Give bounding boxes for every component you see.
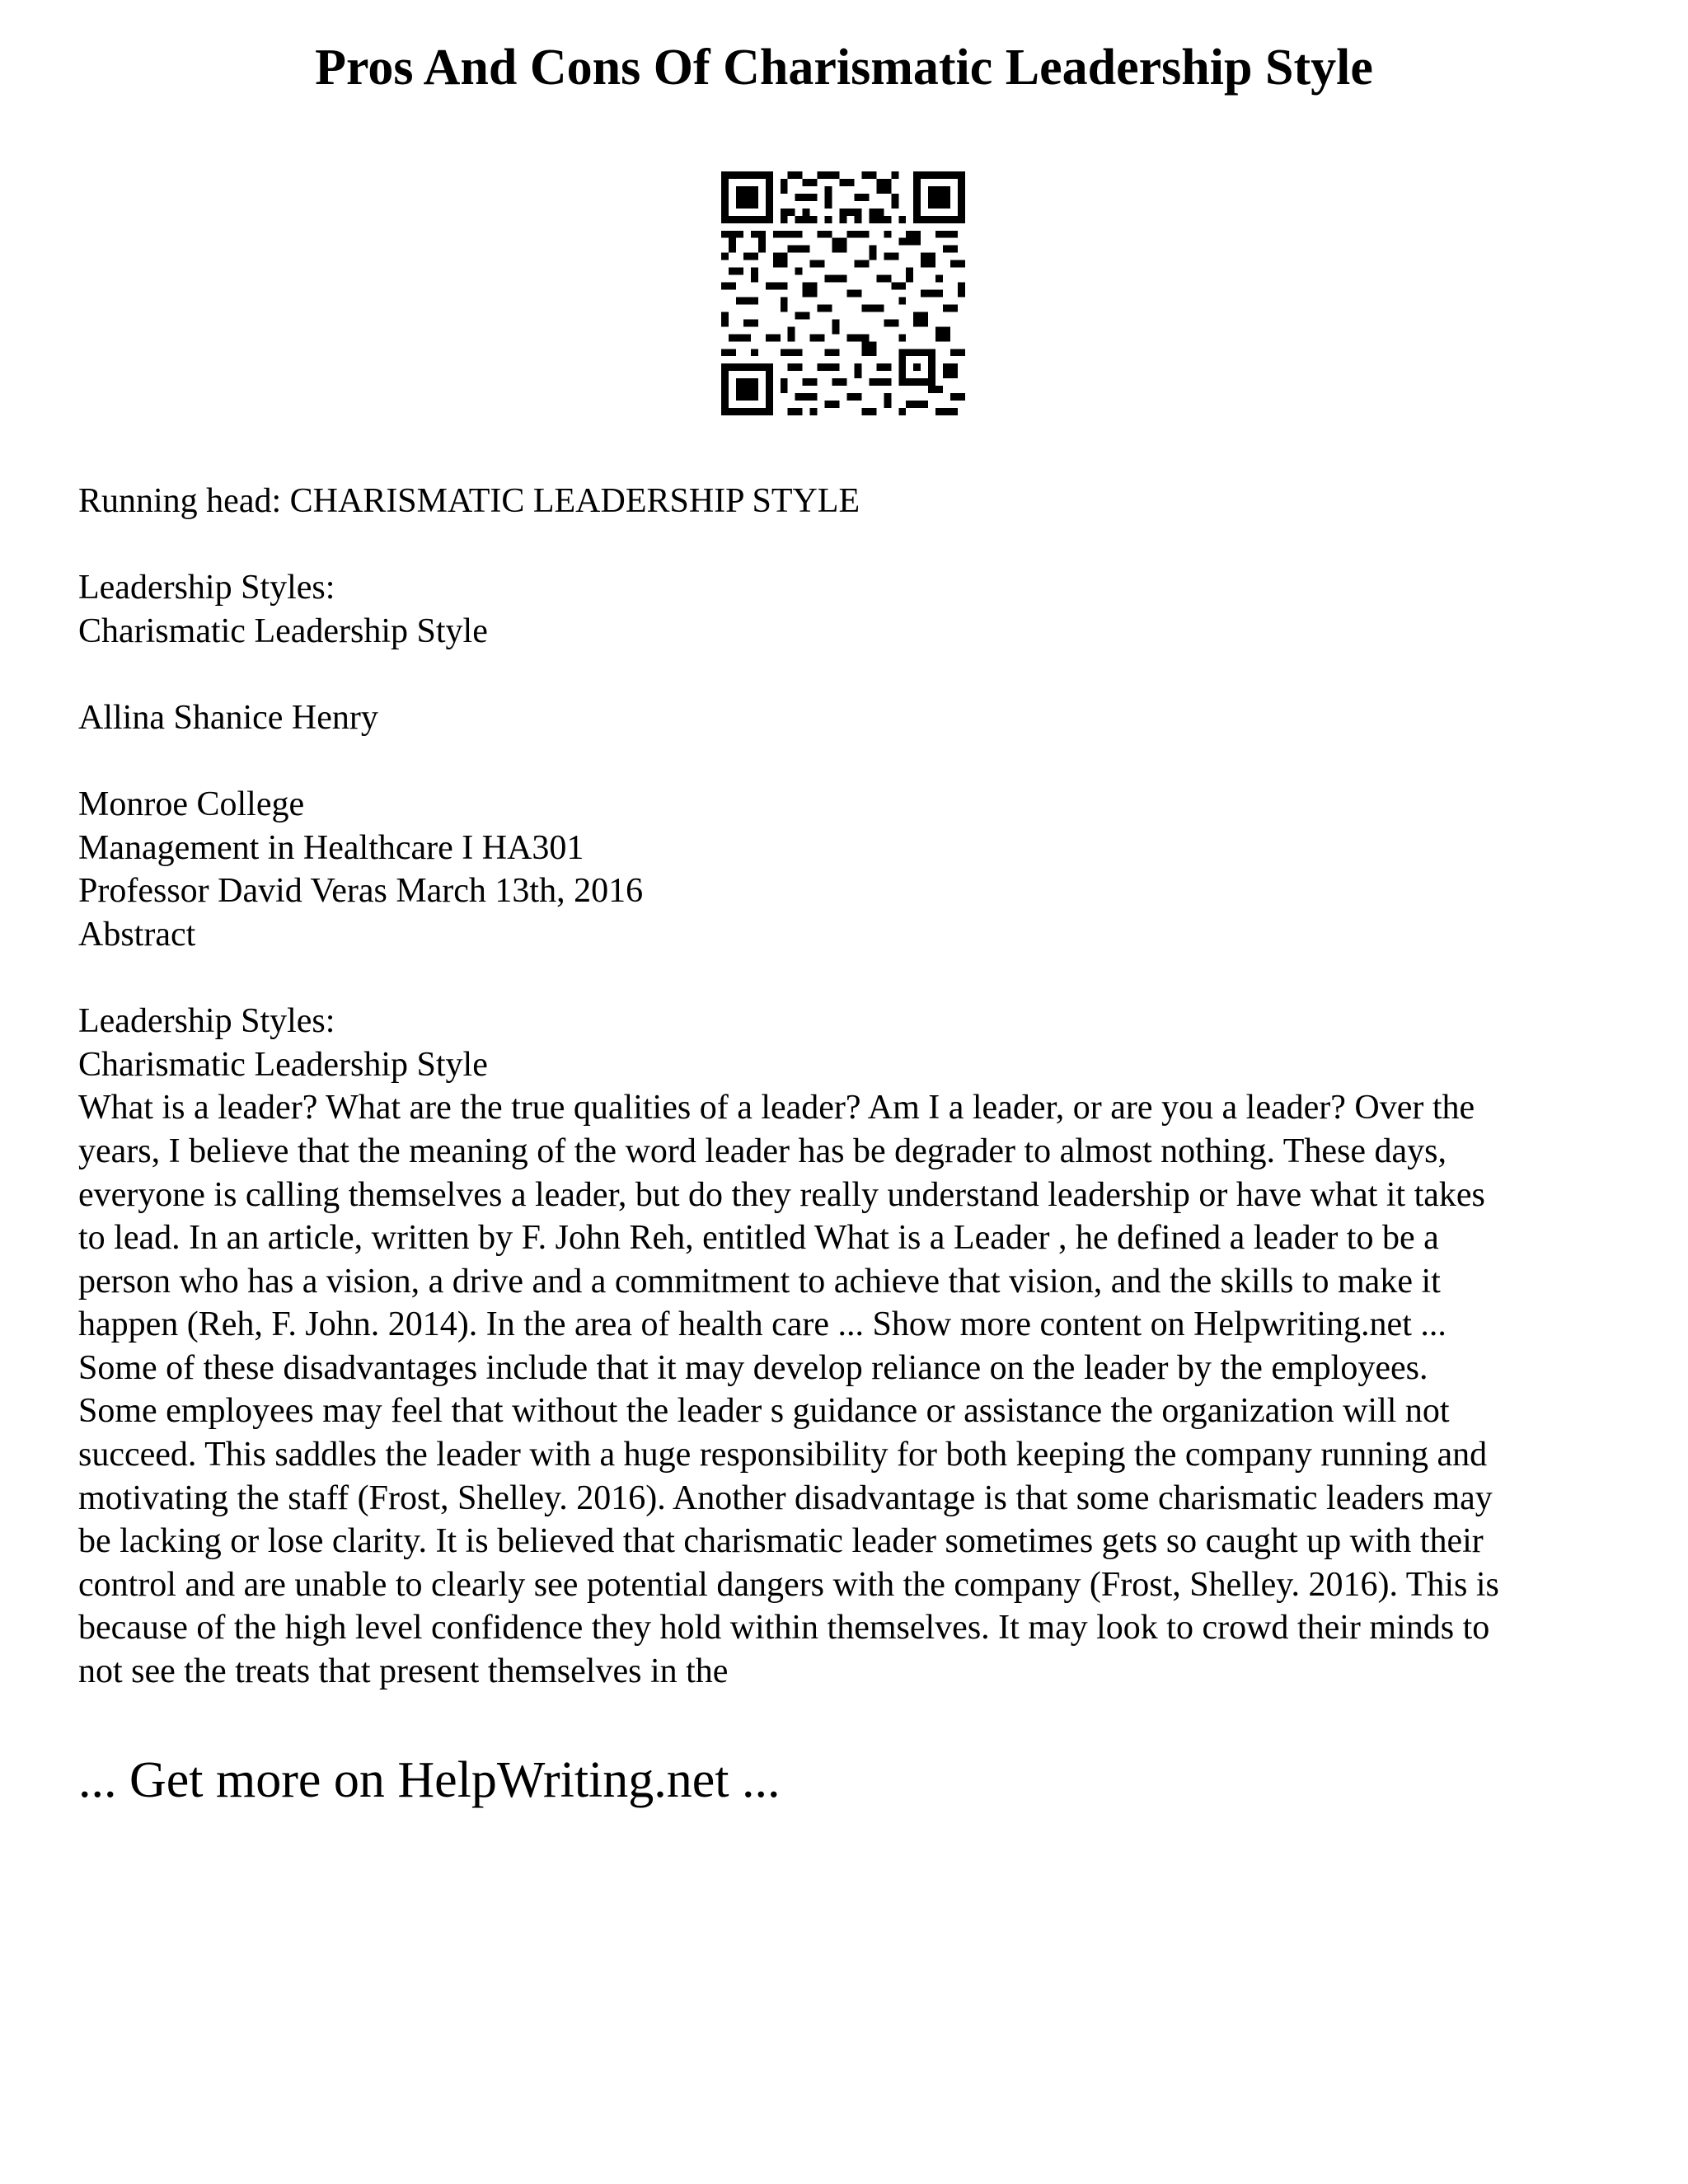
author-name: Allina Shanice Henry bbox=[78, 698, 378, 737]
course-name: Management in Healthcare I HA301 bbox=[78, 828, 584, 867]
essay-line: be lacking or lose clarity. It is believed that charismatic leader sometimes gets so caught up with their bbox=[78, 1522, 1484, 1561]
essay-line: because of the high level confidence they hold within themselves. It may look to crowd their minds to bbox=[78, 1609, 1490, 1647]
essay-line: not see the treats that present themselves in the bbox=[78, 1652, 729, 1691]
essay-line: What is a leader? What are the true qualities of a leader? Am I a leader, or are you a leader? Over the bbox=[78, 1089, 1475, 1127]
abstract-label: Abstract bbox=[78, 915, 196, 954]
institution: Monroe College bbox=[78, 785, 305, 824]
essay-line: Some employees may feel that without the leader s guidance or assistance the organization will not bbox=[78, 1392, 1450, 1431]
running-head: Running head: CHARISMATIC LEADERSHIP STYLE bbox=[78, 482, 860, 520]
essay-line: control and are unable to clearly see potential dangers with the company (Frost, Shelley. 2016). This is bbox=[78, 1565, 1499, 1604]
get-more-link[interactable]: ... Get more on HelpWriting.net ... bbox=[78, 1752, 781, 1808]
essay-line: years, I believe that the meaning of the word leader has be degrader to almost nothing. These days, bbox=[78, 1132, 1447, 1170]
document-body bbox=[78, 480, 1628, 1694]
subtitle-line-1: Leadership Styles: bbox=[78, 569, 335, 607]
essay-line: Some of these disadvantages include that it may develop reliance on the leader by the employees. bbox=[78, 1348, 1428, 1387]
essay-line: happen (Reh, F. John. 2014). In the area of health care ... Show more content on Helpwriting.net ... bbox=[78, 1305, 1447, 1344]
essay-heading-line-2: Charismatic Leadership Style bbox=[78, 1045, 488, 1084]
qr-code-icon bbox=[721, 171, 965, 415]
essay-line: succeed. This saddles the leader with a huge responsibility for both keeping the company running and bbox=[78, 1436, 1488, 1474]
essay-line: to lead. In an article, written by F. John Reh, entitled What is a Leader , he defined a leader to be a bbox=[78, 1219, 1439, 1258]
essay-line: everyone is calling themselves a leader, but do they really understand leadership or have what it takes bbox=[78, 1175, 1485, 1214]
document-title: Pros And Cons Of Charismatic Leadership Style bbox=[315, 40, 1373, 96]
subtitle-line-2: Charismatic Leadership Style bbox=[78, 612, 488, 650]
essay-line: motivating the staff (Frost, Shelley. 2016). Another disadvantage is that some charismatic leaders may bbox=[78, 1479, 1493, 1517]
essay-line: person who has a vision, a drive and a commitment to achieve that vision, and the skills to make it bbox=[78, 1262, 1441, 1301]
essay-heading-line-1: Leadership Styles: bbox=[78, 1002, 335, 1041]
essay-paragraph bbox=[78, 1086, 1628, 1693]
professor-date: Professor David Veras March 13th, 2016 bbox=[78, 872, 644, 911]
